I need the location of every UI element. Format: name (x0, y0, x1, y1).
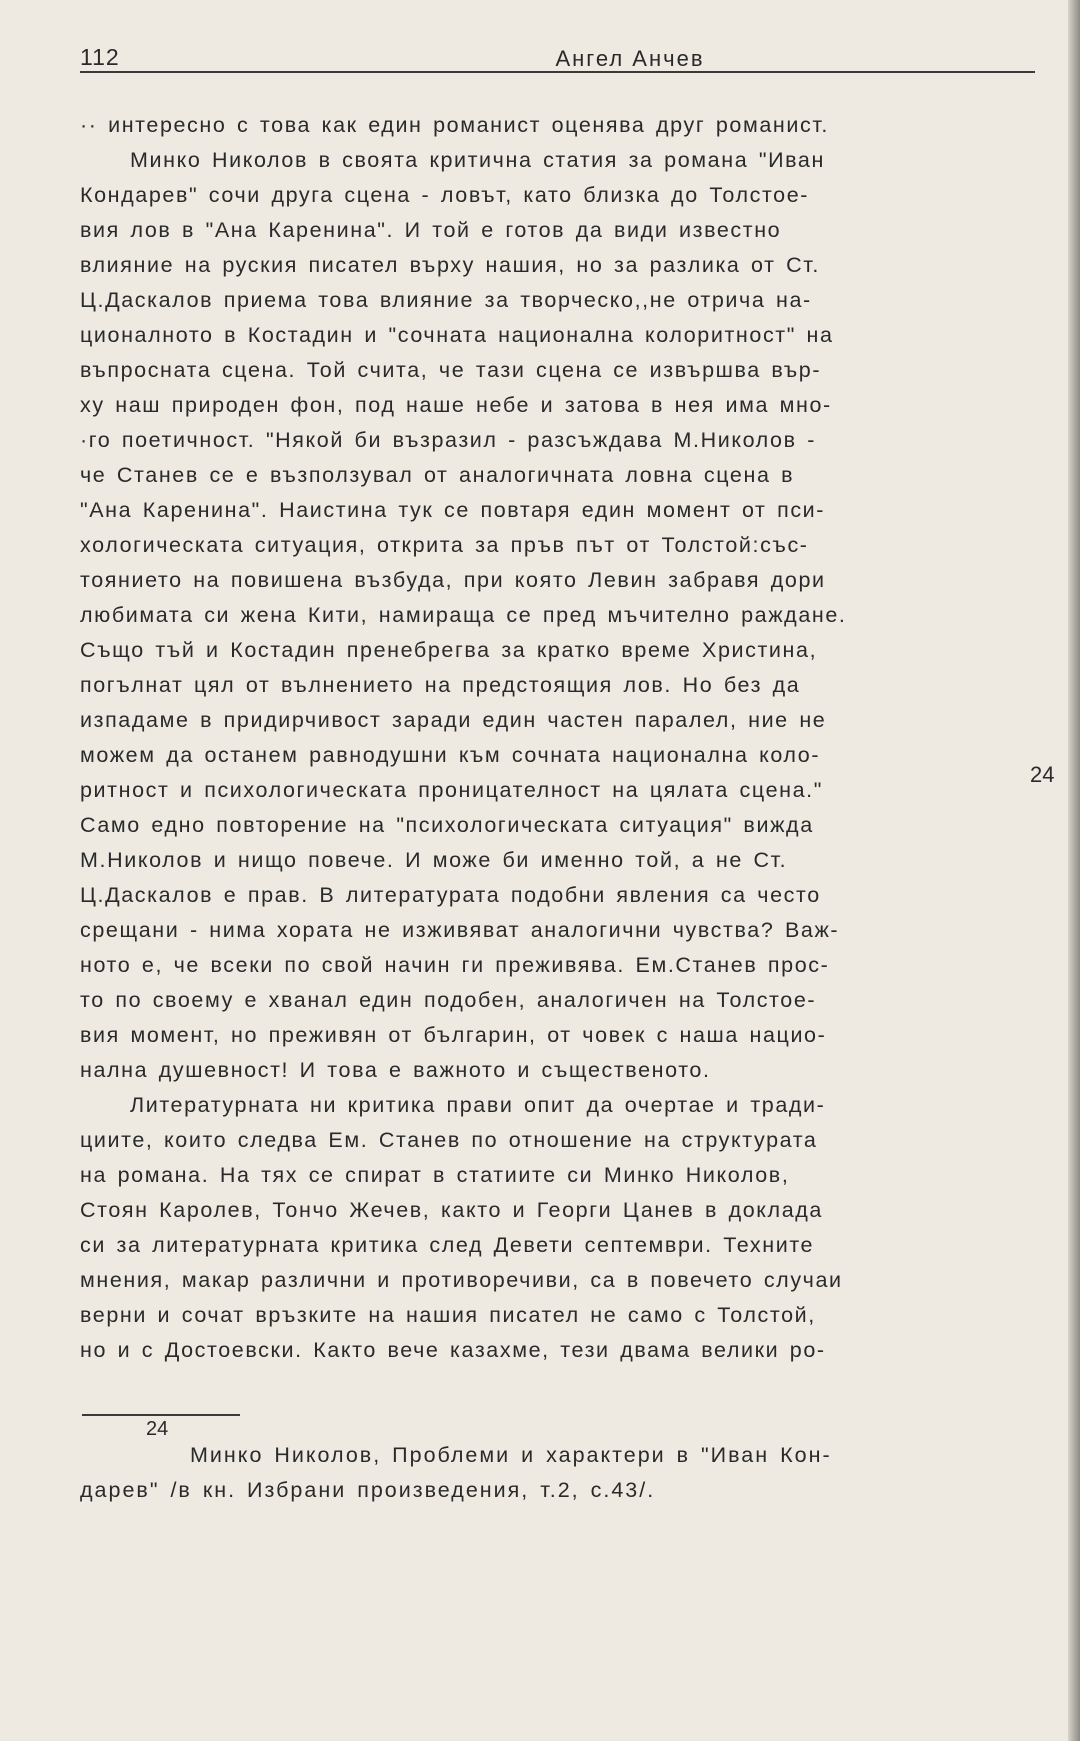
text-line: циите, които следва Ем. Станев по отношение на структурата (80, 1128, 818, 1152)
text-line: Също тъй и Костадин пренебрегва за кратко време Христина, (80, 638, 818, 662)
footnote (80, 1438, 1040, 1508)
header-rule (80, 71, 1035, 73)
text-line: Кондарев" сочи друга сцена - ловът, като близка до Толстое- (80, 183, 810, 207)
footnote-reference: 24 (1030, 762, 1055, 787)
text-line: погълнат цял от вълнението на предстоящия лов. Но без да (80, 673, 801, 697)
page-edge-shadow (1068, 0, 1080, 1741)
text-line: М.Николов и нищо повече. И може би именно той, а не Ст. (80, 848, 788, 872)
text-line: ционалното в Костадин и "сочната национална колоритност" на (80, 323, 834, 347)
text-line: "Ана Каренина". Наистина тук се повтаря един момент от пси- (80, 498, 826, 522)
footnote-line: Минко Николов, Проблеми и характери в "Иван Кон- (190, 1443, 832, 1467)
text-line: вия лов в "Ана Каренина". И той е готов да види известно (80, 218, 782, 242)
page-header (80, 44, 1035, 70)
body-text (80, 108, 1040, 1368)
footnote-line: дарев" /в кн. Избрани произведения, т.2, с.43/. (80, 1478, 656, 1502)
text-line: нална душевност! И това е важното и същественото. (80, 1058, 711, 1082)
text-line: ното е, че всеки по свой начин ги преживява. Ем.Станев прос- (80, 953, 830, 977)
text-line: си за литературната критика след Девети септември. Техните (80, 1233, 815, 1257)
text-line: влияние на руския писател върху нашия, но за разлика от Ст. (80, 253, 820, 277)
text-line: че Станев се е възползувал от аналогичната ловна сцена в (80, 463, 795, 487)
text-line: Стоян Каролев, Тончо Жечев, както и Георги Цанев в доклада (80, 1198, 823, 1222)
text-line: ·го поетичност. "Някой би възразил - разсъждава М.Николов - (80, 428, 816, 452)
text-line: Ц.Даскалов е прав. В литературата подобни явления са често (80, 883, 821, 907)
text-line: на романа. На тях се спират в статиите си Минко Николов, (80, 1163, 790, 1187)
text-line: верни и сочат връзките на нашия писател не само с Толстой, (80, 1303, 816, 1327)
text-line: Само едно повторение на "психологическата ситуация" вижда (80, 813, 814, 837)
running-head: Ангел Анчев (555, 46, 705, 71)
text-line: ·· интересно с това как един романист оценява друг романист. (80, 113, 829, 137)
text-line: ритност и психологическата проницателност на цялата сцена." (80, 778, 823, 802)
text-line: срещани - нима хората не изживяват аналогични чувства? Важ- (80, 918, 840, 942)
text-line: можем да останем равнодушни към сочната национална коло- (80, 743, 821, 767)
text-line: въпросната сцена. Той счита, че тази сцена се извършва вър- (80, 358, 822, 382)
text-line: вия момент, но преживян от българин, от човек с наша нацио- (80, 1023, 827, 1047)
text-line: мнения, макар различни и противоречиви, са в повечето случаи (80, 1268, 843, 1292)
text-line: тоянието на повишена възбуда, при която Левин забравя дори (80, 568, 826, 592)
text-line: но и с Достоевски. Както вече казахме, тези двама велики ро- (80, 1338, 826, 1362)
text-line: Ц.Даскалов приема това влияние за творческо,,не отрича на- (80, 288, 812, 312)
footnote-rule (82, 1414, 240, 1416)
text-line: то по своему е хванал един подобен, аналогичен на Толстое- (80, 988, 817, 1012)
text-line: Минко Николов в своята критична статия за романа "Иван (130, 148, 825, 172)
text-line: любимата си жена Кити, намираща се пред мъчително раждане. (80, 603, 847, 627)
footnote-marker: 24 (146, 1418, 169, 1440)
text-line: Литературната ни критика прави опит да очертае и тради- (130, 1093, 826, 1117)
text-line: ху наш природен фон, под наше небе и затова в нея има мно- (80, 393, 832, 417)
text-line: изпадаме в придирчивост заради един частен паралел, ние не (80, 708, 827, 732)
text-line: хологическата ситуация, открита за пръв път от Толстой:със- (80, 533, 809, 557)
page-number: 112 (80, 44, 120, 70)
